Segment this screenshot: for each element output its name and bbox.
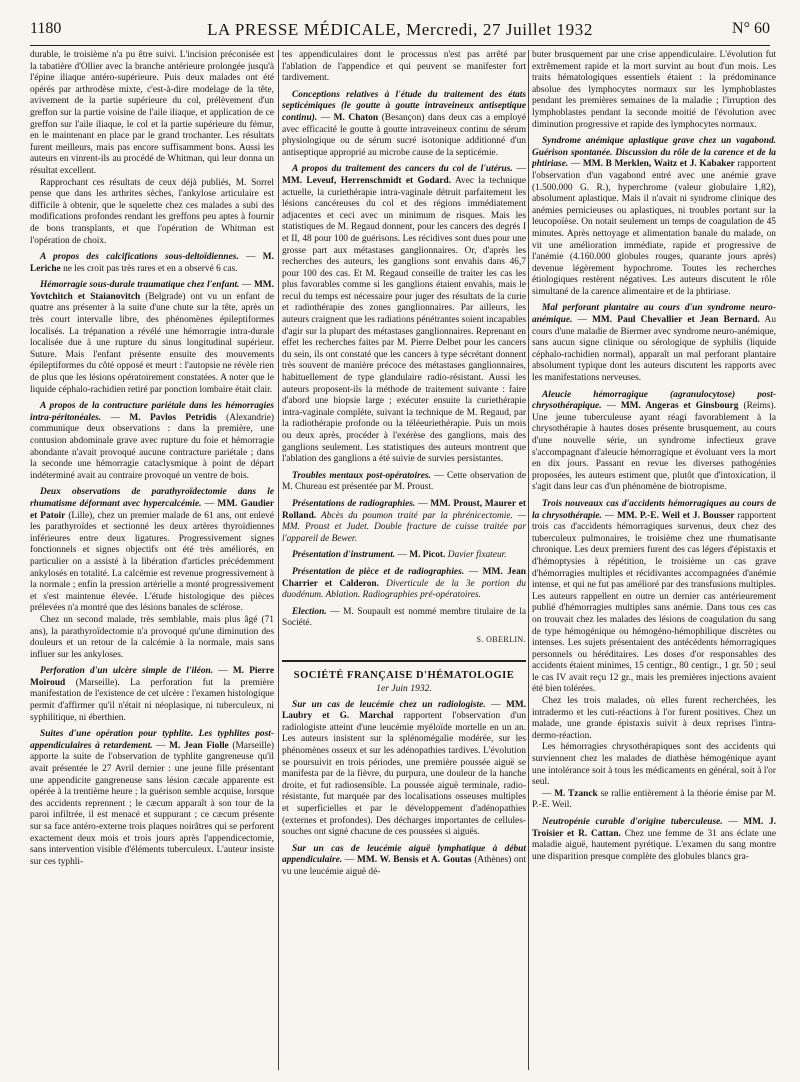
paragraph: buter brusquement par une crise appendiculaire. L'évolution fut extrêmement rapide et la mort survint au bout d'un mois. Les traits hématologiques essentiels étaient : la prédominance absolue des lymphocytes normaux sur les lymphoblastes pendant les premières semaines de la maladie ; l'irruption des lymphoblastes pendant la seconde moitié de l'évolution avec diminution progressive et rapide des lymphocytes normaux. (532, 50, 776, 130)
article-author: MM. B Merklen, Waitz et J. Kabaker (582, 159, 735, 170)
article-title: Syndrome anémique aplastique grave chez un vagabond. Guérison spontanée. Discussion du rôle de la carence et de la phtiriase. (532, 136, 776, 170)
header-rule (30, 45, 770, 46)
article-title: Troubles mentaux post-opératoires. (292, 470, 431, 481)
article-title: Sur un cas de leucémie aiguë lymphatique à début appendiculaire. (282, 843, 526, 866)
article: Trois nouveaux cas d'accidents hémorragiques au cours de la chrysothérapie. — MM. P.-E. Weil et J. Bousser rapportent trois cas d'accidents hémorragiques survenus, deux chez des tuberculeux pulmonaires, le troisième chez une rhumatisante chronique. Les deux premiers furent des cas légers d'épistaxis et d'hémoptysies à répétition, le troisième un cas grave d'hémorragies multiples et récidivantes accompagnées d'anémie intense, et qui ne fut pas amélioré par des transfusions multiples. Les auteurs rappellent en outre un dernier cas antérieurement publié d'hémorragies multiples sans anémie. Dans tous ces cas on trouvait chez les malades des lésions de coagulation du sang de type hémogénique ou hémogéno-hémophilique discrètes ou intenses. Les sujets présentaient des antécédents hémorragiques personnels ou héréditaires. Les doses d'or responsables des accidents étaient minimes, 15 centigr., 80 centigr., 1 gr. 50 ; seul le cas IV avait reçu 12 gr., mais les premières injections avaient été bien tolérées. Chez les trois malades, où elles furent recherchées, les intradermo et les cuti-réactions à l'or furent positives. Chez un malade, une grande épistaxis suivit à deux reprises l'intra-dermo-réaction. Les hémorragies chrysothérapiques sont des accidents qui surviennent chez les malades de diathèse hémogénique ayant une intolérance soit à tous les médicaments en général, soit à l'or seul. — M. Tzanck se rallie entièrement à la théorie émise par M. P.-E. Weil. (532, 498, 776, 811)
article: Conceptions relatives à l'étude du traitement des états septicémiques (le goutte à goutte intraveineux antiseptique continu). — M. Chaton (Besançon) dans deux cas a employé avec efficacité le goutte à goutte intraveineux continu de sérum physiologique ou de sérum sucré isotonique additionné d'un antiseptique approprié au microbe cause de la septicémie. (282, 89, 526, 158)
article: Présentation de pièce et de radiographies. — MM. Jean Charrier et Calderon. Diverticule de la 3e portion du duodénum. Ablation. Radiographies pré-opératoires. (282, 566, 526, 601)
article-body: Chez une femme de 31 ans éclate une maladie aiguë, hautement pyrétique. L'examen du sang montre une disparition presque complète des globules blancs gra- (532, 828, 776, 862)
article: Deux observations de parathyroïdectomie dans le rhumatisme déformant avec hypercalcémie. — MM. Gaudier et Patoir (Lille), chez un premier malade de 61 ans, ont enlevé les parathyroïdes et sectionné les deux artères thyroïdiennes inférieures entre deux ligatures. Progressivement signes fonctionnels et signes objectifs ont été très améliorés, en particulier on a assisté à la libération d'articles précédemment ankylosés en totalité. La calcémie est revenue progressivement à la normale ; enfin la pression artérielle a monté progressivement et s'est maintenue élevée. L'étude histologique des pièces prélevées n'a montré que des lésions banales de sclérose. Chez un second malade, très semblable, mais plus âgé (71 ans), la parathyroïdectomie n'a provoqué qu'une diminution des douleurs et un retour de la calcémie à la normale, mais sans influer sur les ankyloses. (30, 487, 274, 660)
article-author: M. Picot. (409, 550, 446, 561)
article-author: M. Leriche (30, 252, 274, 274)
article: Hémorragie sous-durale traumatique chez l'enfant. — MM. Yovtchitch et Staianovitch (Belgrade) ont vu un enfant de quatre ans présenter à la suite d'une chute sur la tête, après un très court intervalle libre, des phénomènes épileptiformes localisés. La trépanation a révélé une hémorragie intra-durale localisée due à une rupture du sinus longitudinal supérieur. Suture. Mais l'enfant présente ensuite des mouvements épileptiformes du côté opposé et meurt : l'autopsie ne révèle rien de plus que les lésions opératoirement constatées. A noter que le liquide céphalo-rachidien retiré par ponction lombaire était clair. (30, 280, 274, 395)
article-author: MM. Yovtchitch et Staianovitch (30, 280, 274, 302)
article-body: se rallie entièrement à la théorie émise par M. P.-E. Weil. (532, 788, 776, 811)
article: Election. — M. Soupault est nommé membre titulaire de la Société. (282, 606, 526, 629)
article-body: Davier fixateur. (447, 550, 507, 561)
article-title: Sur un cas de leucémie chez un radiologiste. (292, 699, 486, 710)
article-author: M. Pierre Moiroud (30, 666, 274, 688)
article-body: (Marseille) apporte la suite de l'observation de typhlite gangreneuse qu'il avait présentée le 27 Avril dernier : une jeune fille présentant une appendicite gangreneuse sans lésion cæcale apparente est opérée à la trentième heure ; la guérison semble acquise, lorsque des accidents reprennent ; le cæcum apparaît à son tour de la paroi infiltrée, il est menacé et suppurant ; ce cæcum présente sur sa face antéro-externe trois plaques noirâtres qui se perforent exactement deux mois et trois jours après l'appendicectomie, sans intervention visible d'éléments tuberculeux. L'auteur insiste sur ces typhli- (30, 740, 274, 867)
column-3 (532, 50, 776, 1070)
article: Sur un cas de leucémie aiguë lymphatique à début appendiculaire. — MM. W. Bensis et A. Goutas (Athènes) ont vu une leucémie aiguë dé- (282, 843, 526, 877)
article-title: Trois nouveaux cas d'accidents hémorragiques au cours de la chrysothérapie. (532, 498, 776, 521)
article: Syndrome anémique aplastique grave chez un vagabond. Guérison spontanée. Discussion du rôle de la carence et de la phtiriase. — MM. B Merklen, Waitz et J. Kabaker rapportent l'observation d'un vagabond entré avec une anémie grave (1.500.000 G. R.), hyperchrome (valeur globulaire 1,82), absolument aplastique. Mais il n'avait ni syndrome clinique des anémies pernicieuses ou aplastiques, ni troubles portant sur la leucopoïèse. On notait seulement un temps de coagulation de 45 minutes. Après nettoyage et alimentation banale du malade, on vit une amélioration immédiate, rapide et progressive de l'anémie (4.160.000 globules rouges, quarante jours après) devenue légèrement hypochrome. Toutes les recherches étiologiques restèrent négatives. Les auteurs discutent le rôle simultané de la carence alimentaire et de la phtiriase. (532, 136, 776, 297)
article-author: M. Tzanck (554, 788, 598, 799)
article-author: MM. P.-E. Weil et J. Bousser (617, 510, 735, 521)
article-author: M. Chaton (333, 112, 379, 123)
paragraph: Rapprochant ces résultats de ceux déjà publiés, M. Sorrel pense que dans les arthrites sèches, l'ankylose articulaire est difficile à obtenir, que le squelette chez ces malades a subi des modifications profondes rendant les greffons peu aptes à fournir de bons transplants, et que l'opération de Whitman est l'opération de choix. (30, 177, 274, 246)
society-name: SOCIÉTÉ FRANÇAISE D'HÉMATOLOGIE (293, 669, 515, 681)
article: Mal perforant plantaire au cours d'un syndrome neuro-anémique. — MM. Paul Chevallier et Jean Bernard. Au cours d'une maladie de Biermer avec syndrome neuro-anémique, sans aucun signe clinique ou sérologique de syphilis (liquide céphalo-rachidien normal), apparaît un mal perforant plantaire absolument typique dont les auteurs discutent les rapports avec les manifestations nerveuses. (532, 303, 776, 384)
article: A propos du traitement des cancers du col de l'utérus. — MM. Leveuf, Herrenschmidt et Godard. Avec la technique actuelle, la curiethérapie intra-vaginale détruit parfaitement les lésions cancéreuses du col et des régions immédiatement adjacentes et ceci avec un minimum de risques. Mais les statistiques de M. Regaud donnent, pour les cancers des degrés I et II, 48 pour 100 de guérisons. Les récidives sont dues pour une grosse part aux métastases ganglionnaires. Or, d'après les recherches des auteurs, les ganglions sont envahis dans 46,7 pour 100 des cas. Et M. Regaud conseille de traiter les cas les plus favorables comme si les ganglions étaient envahis, mais le recul du temps est nécessaire pour juger des résultats de la curie et radiothérapie des zones ganglionnaires. Par ailleurs, les auteurs craignent que les radiations pénétrantes soient incapables d'agir sur la plupart des métastases ganglionnaires. Reprenant en effet les recherches faites par M. Pierre Delbet pour les cancers du sein, ils ont constaté que les cancers à type sécrétant donnent très souvent de manière précoce des métastases ganglionnaires, habituellement de type glandulaire radio-résistant. Aussi les auteurs proposent-ils la méthode de traitement suivante : faire d'abord une biopsie large ; exécuter ensuite la curiethérapie intra-vaginale complète, suivant la technique de M. Regaud, par la radiothérapie profonde ou la téléeuriethérapie. Puis un mois ou deux après, procéder à l'exérèse des ganglions, mais des ganglions seulement. Les statistiques des auteurs montrent que l'ablation des ganglions a été suivie de survies persistantes. (282, 164, 526, 465)
paragraph: Chez un second malade, très semblable, mais plus âgé (71 ans), la parathyroïdectomie n'a provoqué qu'une diminution des douleurs et un retour de la calcémie à la normale, mais sans influer sur les ankyloses. (30, 614, 274, 660)
article-title: Election. (292, 606, 327, 617)
article-body: M. Soupault est nommé membre titulaire de la Société. (282, 606, 526, 629)
article-author: M. Jean Fiolle (169, 740, 229, 751)
article-title: A propos de la contracture pariétale dans les hémorragies intra-péritonéales. (30, 401, 274, 423)
article-body: (Reims). Une jeune tuberculeuse ayant réagi favorablement à la chrysothérapie à hautes doses présente brusquement, au cours d'une nouvelle série, un syndrome infectieux grave s'accompagnant d'aleucie hémorragique et évoluant vers la mort en dix jours. Passant en revue les diverses pathogénies proposées, les auteurs estiment que, plutôt que d'intoxication, il s'agit dans leur cas d'un phénomène de biotropisme. (532, 401, 776, 493)
article: Suites d'une opération pour typhlite. Les typhlites post-appendiculaires à retardement. — M. Jean Fiolle (Marseille) apporte la suite de l'observation de typhlite gangreneuse qu'il avait présentée le 27 Avril dernier : une jeune fille présentant une appendicite gangreneuse sans lésion cæcale apparente est opérée à la trentième heure ; la guérison semble acquise, lorsque des accidents reprennent ; le cæcum apparaît à son tour de la paroi infiltrée, il est menacé et suppurant ; ce cæcum présente sur sa face antéro-externe trois plaques noirâtres qui se perforent exactement deux mois et trois jours après l'appendicectomie, sans intervention visible d'éléments tuberculeux. L'auteur insiste sur ces typhli- (30, 729, 274, 867)
article-body: (Marseille). La perforation fut la première manifestation de l'existence de cet ulcère : l'examen histologique permit d'affirmer qu'il n'était ni néoplasique, ni tuberculeux, ni syphilitique, ni éberthien. (30, 677, 274, 723)
article-title: Conceptions relatives à l'étude du traitement des états septicémiques (le goutte à goutte intraveineux antiseptique continu). (282, 89, 526, 123)
article-body: rapportent trois cas d'accidents hémorragiques survenus, deux chez des tuberculeux pulmonaires, le troisième chez une rhumatisante chronique. Les deux premiers furent des cas légers d'épistaxis et d'hémoptysies à répétition, le troisième un cas grave d'hémorragies multiples et récidivantes accompagnées d'anémie intense, et qui ne fut pas amélioré par des transfusions multiples. Les auteurs rappellent en outre un dernier cas antérieurement publié d'hémorragies multiples sans anémie. Dans tous ces cas on trouvait chez les malades des lésions de coagulation du sang de type hémogénique ou hémogéno-hémophilique discrètes ou intenses. Les sujets présentaient des antécédents hémorragiques personnels ou héréditaires. Les doses d'or responsables des accidents étaient minimes, 15 centigr., 80 centigr., 1 gr. 50 ; seul le cas IV avait reçu 12 gr., mais les premières injections avaient été bien tolérées. (532, 510, 776, 695)
article: A propos de la contracture pariétale dans les hémorragies intra-péritonéales. — M. Pavlos Petridis (Alexandrie) communique deux observations : dans la première, une contusion abdominale grave avec rupture du foie et hémorragie abondante n'avait provoqué aucune contracture pariétale ; dans la seconde une hémorragie cataclysmique à point de départ indéterminé avait au contraire provoqué un ventre de bois. (30, 401, 274, 481)
article: Aleucie hémorragique (agranulocytose) post-chrysothérapique. — MM. Angeras et Ginsbourg (Reims). Une jeune tuberculeuse ayant réagi favorablement à la chrysothérapie à hautes doses présente brusquement, au cours d'une nouvelle série, un syndrome infectieux grave s'accompagnant d'aleucie hémorragique et évoluant vers la mort en dix jours. Passant en revue les diverses pathogénies proposées, les auteurs estiment que, plutôt que d'intoxication, il s'agit dans leur cas d'un phénomène de biotropisme. (532, 389, 776, 493)
article-body: Avec la technique actuelle, la curiethérapie intra-vaginale détruit parfaitement les lésions cancéreuses du col et des régions immédiatement adjacentes et ceci avec un minimum de risques. Mais les statistiques de M. Regaud donnent, pour les cancers des degrés I et II, 48 pour 100 de guérisons. Les récidives sont dues pour une grosse part aux métastases ganglionnaires. Or, d'après les recherches des auteurs, les ganglions sont envahis dans 46,7 pour 100 des cas. Et M. Regaud conseille de traiter les cas les plus favorables comme si les ganglions étaient envahis, mais le recul du temps est nécessaire pour juger des résultats de la curie et radiothérapie des zones ganglionnaires. Par ailleurs, les auteurs craignent que les radiations pénétrantes soient incapables d'agir sur la plupart des métastases ganglionnaires. Reprenant en effet les recherches faites par M. Pierre Delbet pour les cancers du sein, ils ont constaté que les cancers à type sécrétant donnent très souvent de manière précoce des métastases ganglionnaires, habituellement de type glandulaire radio-résistant. Aussi les auteurs proposent-ils la méthode de traitement suivante : faire d'abord une biopsie large ; exécuter ensuite la curiethérapie intra-vaginale complète, suivant la technique de M. Regaud, par la radiothérapie profonde ou la téléeuriethérapie. Puis un mois ou deux après, procéder à l'exérèse des ganglions, mais des ganglions seulement. Les statistiques des auteurs montrent que l'ablation des ganglions a été suivie de survies persistantes. (282, 175, 526, 465)
article: Neutropénie curable d'origine tuberculeuse. — MM. J. Troisier et R. Cattan. Chez une femme de 31 ans éclate une maladie aiguë, hautement pyrétique. L'examen du sang montre une disparition presque complète des globules blancs gra- (532, 817, 776, 862)
article-body: (Athènes) ont vu une leucémie aiguë dé- (282, 855, 526, 877)
article-author: MM. Proust, Maurer et Rolland. (282, 498, 526, 521)
article-title: Mal perforant plantaire au cours d'un syndrome neuro-anémique. (532, 303, 776, 326)
article-body: Diverticule de la 3e portion du duodénum. Ablation. Radiographies pré-opératoires. (282, 578, 526, 601)
article-body: rapportent l'observation d'un vagabond entré avec une anémie grave (1.500.000 G. R.), hyperchrome (valeur globulaire 1,82), absolument aplastique. Mais il n'avait ni syndrome clinique des anémies pernicieuses ou aplastiques, ni troubles portant sur la leucopoïèse. On notait seulement un temps de coagulation de 45 minutes. Après nettoyage et alimentation banale du malade, on vit une amélioration immédiate, rapide et progressive de l'anémie (4.160.000 globules rouges, quarante jours après) devenue légèrement hypochrome. Toutes les recherches étiologiques restèrent négatives. Les auteurs discutent le rôle simultané de la carence alimentaire et de la phtiriase. (532, 159, 776, 297)
article-body: (Lille), chez un premier malade de 61 ans, ont enlevé les parathyroïdes et sectionné les deux artères thyroïdiennes inférieures entre deux ligatures. Progressivement signes fonctionnels et signes objectifs ont été très améliorés, en particulier on a assisté à la libération d'articles précédemment ankylosés en totalité. La calcémie est revenue progressivement à la normale ; enfin la pression artérielle a monté progressivement et s'est maintenue élevée. L'étude histologique des pièces prélevées n'a montré que des lésions banales de sclérose. (30, 510, 274, 614)
article-title: Suites d'une opération pour typhlite. Les typhlites post-appendiculaires à retardement. (30, 729, 274, 751)
article-author: MM. Jean Charrier et Calderon. (282, 566, 526, 589)
page-header (30, 20, 770, 42)
issue-number: N° 60 (732, 20, 770, 37)
article-body: (Alexandrie) communique deux observations : dans la première, une contusion abdominale grave avec rupture du foie et hémorragie abondante n'avait provoqué aucune contracture pariétale ; dans la seconde une hémorragie cataclysmique à point de départ indéterminé avait au contraire provoqué un ventre de bois. (30, 412, 274, 481)
article-body: Au cours d'une maladie de Biermer avec syndrome neuro-anémique, sans aucun signe clinique ou sérologique de syphilis (liquide céphalo-rachidien normal), apparaît un mal perforant plantaire absolument typique dont les auteurs discutent les rapports avec les manifestations nerveuses. (532, 315, 776, 384)
paragraph: Chez les trois malades, où elles furent recherchées, les intradermo et les cuti-réactions à l'or furent positives. Chez un malade, une grande épistaxis suivit à deux reprises l'intra-dermo-réaction. (532, 696, 776, 741)
article: Présentation d'instrument. — M. Picot. Davier fixateur. (292, 550, 507, 561)
article-title: Présentation de pièce et de radiographies. (292, 566, 465, 577)
article: A propos des calcifications sous-deltoïdiennes. — M. Leriche ne les croit pas très rares et en a observé 6 cas. (30, 252, 274, 274)
article-author: M. Pavlos Petridis (129, 412, 217, 423)
article-body: ne les croit pas très rares et en a observé 6 cas. (63, 263, 238, 274)
paragraph: durable, le troisième n'a pu être suivi. L'incision préconisée est la tabatière d'Ollier avec la branche antérieure prolongée jusqu'à l'épine iliaque antéro-supérieure. Puis deux malades ont été opérés par arthrodèse mixte, c'est-à-dire modelage de la tête, avivement de la partie supérieure du col, prélèvement d'un greffon sur la partie voisine de l'aile iliaque, et application de ce greffon sur l'aile iliaque, le col et la partie supérieure du fémur, en le maintenant en place par le grand trochanter. Les résultats furent meilleurs, mais pas encore suffisamment bons. Aussi les auteurs en vinrent-ils au procédé de Whitman, qui leur donna un résultat excellent. (30, 50, 274, 176)
article: Sur un cas de leucémie chez un radiologiste. — MM. Laubry et G. Marchal rapportent l'observation d'un radiologiste atteint d'une leucémie myéloïde mortelle en un an. Les auteurs insistent sur la splénomégalie modérée, sur les phénomènes osseux et sur les adénopathies tardives. L'évolution se poursuivit en trois périodes, une première poussée aiguë se manifesta par de la fièvre, du purpura, une douleur de la hanche droite, et fut radiosensible. La poussée aiguë terminale, radio-résistante, fut marquée par des localisations osseuses multiples et superficielles et par le développement d'adénopathies (externes et profondes). Des décharges importantes de cellules-souches ont signé chacune de ces poussées si aiguës. (282, 699, 526, 838)
journal-title: LA PRESSE MÉDICALE, Mercredi, 27 Juillet 1932 (207, 20, 593, 39)
article-body: rapportent l'observation d'un radiologiste atteint d'une leucémie myéloïde mortelle en un an. Les auteurs insistent sur la splénomégalie modérée, sur les phénomènes osseux et sur les adénopathies tardives. L'évolution se poursuivit en trois périodes, une première poussée aiguë se manifesta par de la fièvre, du purpura, une douleur de la hanche droite, et fut radiosensible. La poussée aiguë terminale, radio-résistante, fut marquée par des localisations osseuses multiples et superficielles et par le développement d'adénopathies (externes et profondes). Des décharges importantes de cellules-souches ont signé chacune de ces poussées si aiguës. (282, 711, 526, 838)
article-title: A propos du traitement des cancers du col de l'utérus. (292, 164, 513, 175)
article-title: Neutropénie curable d'origine tuberculeuse. (542, 817, 723, 827)
page-number: 1180 (30, 20, 62, 37)
paragraph: Les hémorragies chrysothérapiques sont des accidents qui surviennent chez les malades de diathèse hémogénique ayant une intolérance soit à tous les médicaments en général, soit à l'or seul. (532, 742, 776, 788)
column-1 (30, 50, 274, 1070)
column-divider (278, 50, 279, 1070)
paragraph: tes appendiculaires dont le processus n'est pas arrêté par l'ablation de l'appendice et qui peuvent se manifester fort tardivement. (282, 50, 526, 84)
article: Troubles mentaux post-opératoires. — Cette observation de M. Chureau est présentée par M. Proust. (282, 470, 526, 493)
article-title: Aleucie hémorragique (agranulocytose) post-chrysothérapique. (532, 389, 776, 412)
article-body: (Belgrade) ont vu un enfant de quatre ans présenter à la suite d'une chute sur la tête, après un très court intervalle libre, des phénomènes épileptiformes localisés. La trépanation a révélé une hémorragie intra-durale localisée due à une rupture du sinus longitudinal supérieur. Suture. Mais l'enfant présente ensuite des mouvements épileptiformes du côté opposé et meurt : l'autopsie ne révèle rien de plus que les lésions opératoirement constatées. A noter que le liquide céphalo-rachidien retiré par ponction lombaire était clair. (30, 291, 274, 395)
article-body: Abcès du poumon traité par la phrénicectomie. — MM. Proust et Judet. Double fracture de cuisse traitée par l'appareil de Bewer. (282, 510, 526, 544)
article-title: Présentations de radiographies. (292, 498, 416, 509)
article-author: MM. Gaudier et Patoir (30, 498, 274, 521)
article-body: (Besançon) dans deux cas a employé avec efficacité le goutte à goutte intraveineux continu de sérum physiologique ou de sérum sucré isotonique additionné d'un antiseptique approprié au microbe cause de la septicémie. (282, 112, 526, 158)
article-title: Deux observations de parathyroïdectomie dans le rhumatisme déformant avec hypercalcémie. (30, 487, 274, 509)
article-title: Présentation d'instrument. (292, 550, 396, 561)
article: Présentations de radiographies. — MM. Proust, Maurer et Rolland. Abcès du poumon traité par la phrénicectomie. — MM. Proust et Judet. Double fracture de cuisse traitée par l'appareil de Bewer. (282, 498, 526, 544)
article: Perforation d'un ulcère simple de l'iléon. — M. Pierre Moiroud (Marseille). La perforation fut la première manifestation de l'existence de cet ulcère : l'examen histologique permit d'affirmer qu'il n'était ni néoplasique, ni tuberculeux, ni syphilitique, ni éberthien. (30, 666, 274, 723)
article-body: Cette observation de M. Chureau est présentée par M. Proust. (282, 470, 526, 493)
article-author: MM. Leveuf, Herrenschmidt et Godard. (282, 175, 452, 186)
society-heading (282, 660, 526, 695)
signature: S. OBERLIN. (476, 634, 526, 644)
column-divider (528, 50, 529, 1070)
article-title: A propos des calcifications sous-deltoïdiennes. (40, 252, 239, 263)
article-author: MM. Laubry et G. Marchal (282, 699, 526, 722)
article-title: Hémorragie sous-durale traumatique chez l'enfant. (40, 280, 240, 291)
article-author: MM. W. Bensis et A. Goutas (357, 855, 472, 866)
column-2 (282, 50, 526, 1070)
session-date: 1er Juin 1932. (376, 683, 432, 695)
article-author: MM. Paul Chevallier et Jean Bernard. (592, 315, 760, 326)
article-author: MM. J. Troisier et R. Cattan. (532, 817, 776, 839)
article-author: MM. Angeras et Ginsbourg (620, 401, 739, 412)
article-title: Perforation d'un ulcère simple de l'iléon. (40, 666, 214, 677)
